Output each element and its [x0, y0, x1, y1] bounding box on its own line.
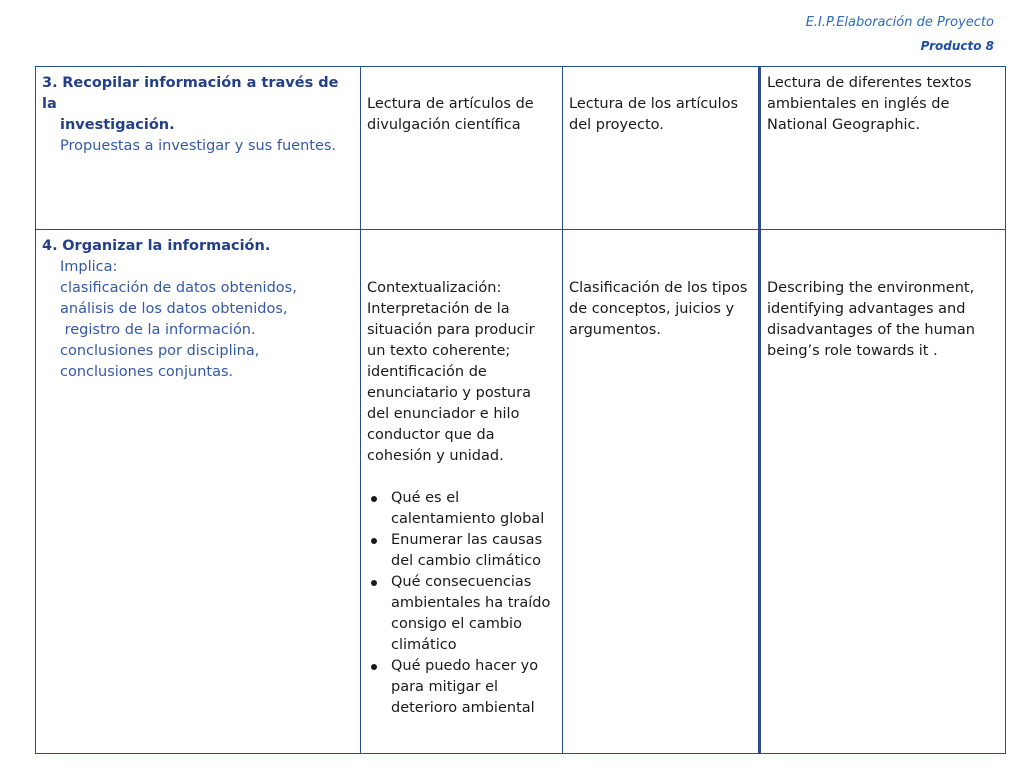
activity-line: conclusiones conjuntas.: [60, 364, 234, 380]
list-item-text: Qué es el calentamiento global: [391, 490, 545, 527]
activity-line: registro de la información.: [60, 322, 256, 338]
table-cell: [361, 67, 563, 230]
table-cell: [361, 230, 563, 754]
bullet-icon: [371, 580, 377, 586]
activity-title-line1: Recopilar información a través de la: [42, 75, 339, 112]
table-cell: [760, 67, 1006, 230]
cell-text: Contextualización: Interpretación de la situación para producir un texto coherente; identificación de enunciatario y postura del enunciador e hilo conductor que da cohesión y unidad.: [367, 280, 535, 464]
list-item-text: Qué puedo hacer yo para mitigar el deterioro ambiental: [391, 658, 539, 716]
bullet-icon: [371, 538, 377, 544]
cell-text: Lectura de artículos de divulgación científica: [367, 96, 534, 133]
activity-line: Implica:: [60, 259, 118, 275]
list-item: [367, 488, 556, 530]
list-item-text: Qué consecuencias ambientales ha traído consigo el cambio climático: [391, 574, 551, 653]
activity-number: 4.: [42, 238, 58, 254]
activity-title: [42, 236, 354, 257]
project-table: [35, 66, 1006, 754]
table-cell: [563, 67, 760, 230]
header-product-label: Producto 8: [920, 39, 994, 53]
activity-line: clasificación de datos obtenidos,: [60, 280, 297, 296]
list-item: [367, 530, 556, 572]
activity-cell: [36, 67, 361, 230]
bullet-list: [367, 488, 556, 719]
table-cell: [760, 230, 1006, 754]
list-item-text: Enumerar las causas del cambio climático: [391, 532, 543, 569]
table-row: [36, 67, 1006, 230]
activity-title-line2: investigación.: [60, 117, 175, 133]
cell-text: Describing the environment, identifying advantages and disadvantages of the human being’s role towards it .: [767, 280, 975, 359]
cell-text: Clasificación de los tipos de conceptos, juicios y argumentos.: [569, 280, 748, 338]
document-header: [806, 14, 994, 55]
activity-title: [42, 73, 354, 115]
activity-line: conclusiones por disciplina,: [60, 343, 260, 359]
activity-cell: [36, 230, 361, 754]
activity-line: análisis de los datos obtenidos,: [60, 301, 288, 317]
activity-subtext: Propuestas a investigar y sus fuentes.: [60, 138, 337, 154]
list-item: [367, 656, 556, 719]
bullet-icon: [371, 496, 377, 502]
activity-title-text: Organizar la información.: [62, 238, 271, 254]
list-item: [367, 572, 556, 656]
activity-number: 3.: [42, 75, 58, 91]
bullet-icon: [371, 664, 377, 670]
table-row: [36, 230, 1006, 754]
cell-text: Lectura de diferentes textos ambientales en inglés de National Geographic.: [767, 75, 972, 133]
cell-text: Lectura de los artículos del proyecto.: [569, 96, 739, 133]
table-cell: [563, 230, 760, 754]
header-project-title: E.I.P.Elaboración de Proyecto: [805, 15, 994, 30]
